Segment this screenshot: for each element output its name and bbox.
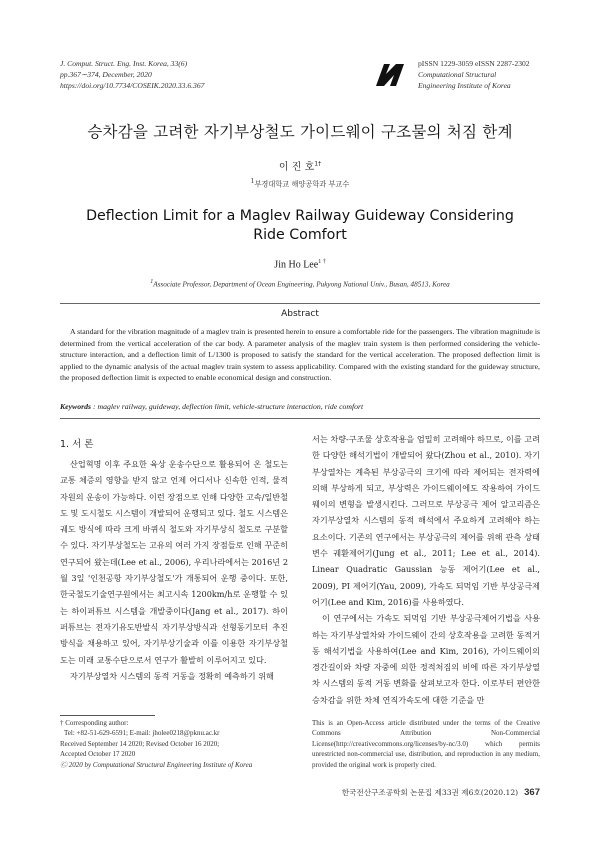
keywords-list: maglev railway, guideway, deflection limit, vehicle-structure interaction, ride comfort [95,402,364,411]
author-english [0,259,600,270]
title-english-line-1: Deflection Limit for a Maglev Railway Guideway Considering [86,208,514,224]
abstract-heading: Abstract [281,309,319,319]
journal-citation [60,58,204,91]
corresponding-author-note [60,718,290,770]
issn: pISSN 1229-3059 eISSN 2287-2302 [418,59,530,68]
abstract-top-rule [60,303,540,304]
publisher-info [418,58,530,91]
author-korean-name: 이 진 호 [278,162,315,173]
publisher-line-2: Engineering Institute of Korea [418,81,511,90]
page-number: 367 [524,787,540,798]
affiliation-english [0,279,600,288]
copyright-line: Ⓒ 2020 by Computational Structural Engineering Institute of Korea [60,760,253,769]
journal-name: J. Comput. Struct. Eng. Inst. Korea, 33(6) [60,59,188,68]
footnote-rule [60,715,155,716]
affiliation-korean-text: 부경대학교 해양공학과 부교수 [254,179,350,189]
footnote-line: Accepted October 17 2020 [60,750,136,759]
footnote-line: Received September 14 2020; Revised October 16 2020; [60,739,220,748]
body-left-column [60,456,288,684]
open-access-note: This is an Open-Access article distributed under the terms of the Creative Commons Attribution Non-Commercial License(http://creativecommons.org/licenses/by-nc/3.0) which permits unrestricted non-commercial use, distribution, and reproduction in any medium, provided the original work is properly cited. [312,719,540,769]
author-english-name: Jin Ho Lee [274,259,319,271]
page-footer [300,787,540,798]
keywords [60,402,540,411]
publisher-logo-icon [374,60,408,88]
affiliation-english-mark: 1 [150,279,154,285]
affiliation-korean [0,178,600,189]
paragraph: 이 연구에서는 가속도 되먹임 기반 부상공극제어기법을 사용하는 자기부상열차와 가이드웨이 간의 상호작용을 고려한 동적거동 해석기법을 사용하여(Lee and Kim, 2016), 가이드웨이의 경간길이와 차량 자중에 의한 정적처짐의 비에 따른 자기부상열차 시스템의 동적 거동 변화를 살펴보고자 한다. 이로부터 편안한 승차감을 위한 차체 연직가속도에 대한 기준을 만 [312,613,540,705]
keywords-separator: : [91,402,96,411]
author-korean [0,158,600,173]
author-english-mark: 1 † [318,259,326,265]
title-english [60,207,540,245]
keywords-label: Keywords [60,402,91,411]
doi-link[interactable]: https://doi.org/10.7734/COSEIK.2020.33.6.367 [60,81,205,90]
footnote-line: † Corresponding author: [60,719,129,727]
paragraph: 서는 차량-구조물 상호작용을 엄밀히 고려해야 하므로, 이를 고려한 다양한 해석기법이 개발되어 왔다(Zhou et al., 2010). 자기부상열차는 계측된 부상공극의 크기에 따라 제어되는 전자력에 의해 부상하게 되고, 부상력은 가이드웨이에도 작용하여 가이드웨이의 변형을 발생시킨다. 그러므로 부상공극 제어 알고리즘은 자기부상열차 시스템의 동적 해석에서 주요하게 고려해야 하는 요소이다. 기존의 연구에서는 부상공극의 제어를 위해 관측 상태변수 궤환제어기(Jung et al., 2011; Lee et al., 2014). Linear Quadratic Gaussian 능동 제어기(Lee et al., 2009), PI 제어기(Yau, 2009), 가속도 되먹임 기반 부상공극제어기(Lee and Kim, 2016)를 사용하였다. [312,434,540,607]
affiliation-english-text: Associate Professor, Department of Ocean Engineering, Pukyong National Univ., Busan, 48513, Korea [153,280,450,289]
title-english-line-2: Ride Comfort [253,227,347,243]
abstract-bottom-rule [60,418,540,419]
paragraph: 자기부상열차 시스템의 동적 거동을 정확히 예측하기 위해 [70,670,274,681]
paragraph: 산업혁명 이후 주요한 육상 운송수단으로 활용되어 온 철도는 교통 체증의 영향을 받지 않고 언제 어디서나 신속한 인적, 물적 자원의 운송이 가능하다. 이런 장점으로 인해 다양한 고속/일반철도 및 도시철도 시스템이 개발되어 운행되고 있다. 철도 시스템은 궤도 방식에 따라 크게 바퀴식 철도와 자기부상식 철도로 구분할 수 있다. 자기부상철도는 고유의 여러 가지 장점들로 인해 꾸준히 연구되어 왔는데(Lee et al., 2006), 우리나라에서는 2016년 2월 3일 '인천공항 자기부상철도'가 개통되어 운행 중이다. 또한, 한국철도기술연구원에서는 최고시속 1200km/h로 운행할 수 있는 하이퍼튜브 시스템을 개발중이다(Jang et al., 2017). 하이퍼튜브는 전자기유도반발식 자기부상방식과 선형동기모터 추진방식을 채용하고 있어, 자기부상기술과 이를 이용한 자기부상철도는 미래 교통수단으로서 연구가 활발히 이루어지고 있다. [60,459,288,665]
journal-pages: pp.367∼374, December, 2020 [60,70,152,79]
abstract-text: A standard for the vibration magnitude of a maglev train is presented herein to ensure a comfortable ride for the passengers. The vibration magnitude is determined from the vertical acceleration of the car body. A parameter analysis of the maglev train system is then performed considering the vehicle-structure interaction, and a deflection limit of L/1300 is proposed to satisfy the standard for the vertical acceleration. The proposed deflection limit is applied to the dynamic analysis of the actual maglev train system to assess applicability. Compared with the existing standard for the guideway structure, the proposed deflection limit is expected to enable economical design and construction. [60,327,540,383]
title-korean: 승차감을 고려한 자기부상철도 가이드웨이 구조물의 처짐 한계 [87,123,513,141]
publisher-line-1: Computational Structural [418,70,497,79]
section-heading: 1. 서 론 [60,439,94,450]
author-korean-mark: 1† [314,160,322,168]
footnote-line: Tel: +82-51-629-6591; E-mail: jholee0218@pknu.ac.kr [64,729,220,738]
body-right-column [312,431,540,708]
affiliation-korean-mark: 1 [250,178,255,185]
footer-journal: 한국전산구조공학회 논문집 제33권 제6호(2020.12) [341,788,519,797]
